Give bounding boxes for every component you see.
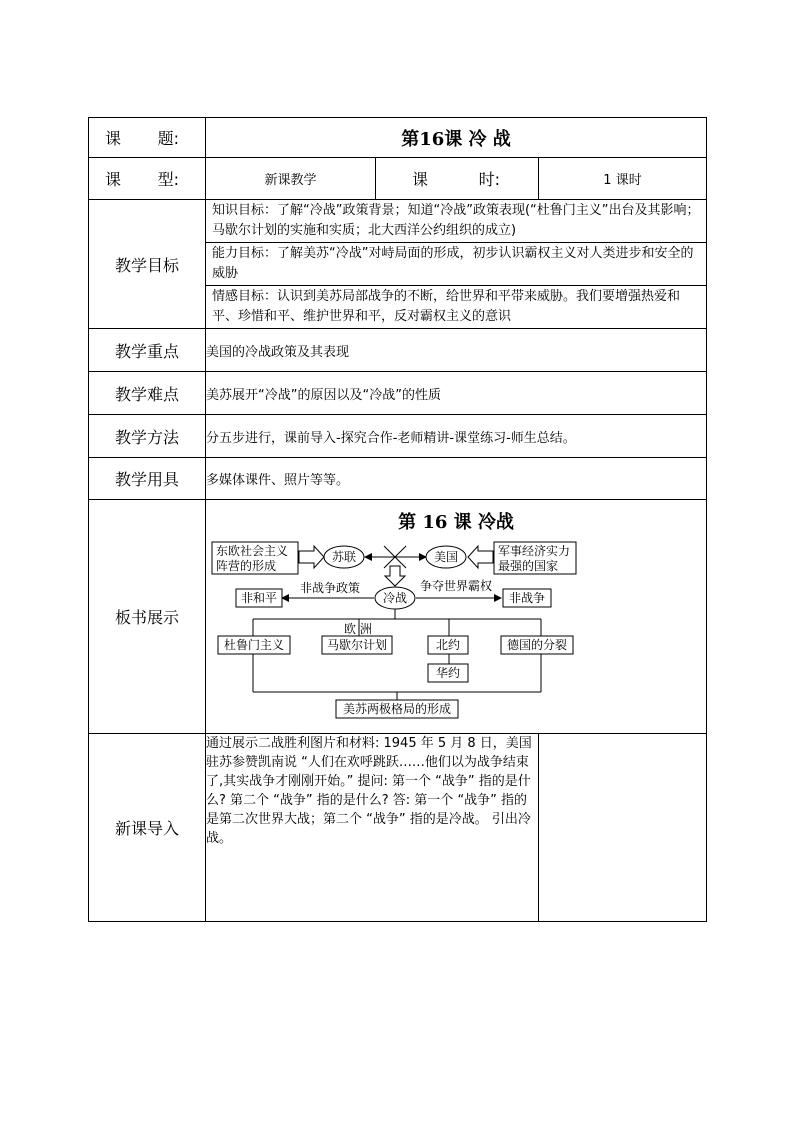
truman-label: 杜鲁门主义 xyxy=(223,638,285,652)
warsaw-label: 华约 xyxy=(435,666,461,680)
non-peace-label: 非和平 xyxy=(240,591,278,605)
tools-value: 多媒体课件、照片等等。 xyxy=(206,458,707,500)
east-to-ussr-arrow xyxy=(299,546,324,568)
hegemony-label: 争夺世界霸权 xyxy=(419,579,493,593)
hours-value: 1 课时 xyxy=(539,158,707,200)
tools-row xyxy=(89,458,707,500)
difficulties-row xyxy=(89,372,707,415)
europe-label: 欧 洲 xyxy=(344,622,372,636)
intro-label: 新课导入 xyxy=(89,734,206,922)
power-to-usa-arrow xyxy=(468,546,493,568)
topic-label-b: 题: xyxy=(157,129,179,148)
type-row xyxy=(89,158,707,200)
germany-label: 德国的分裂 xyxy=(506,638,568,652)
hours-label-a: 课 xyxy=(412,170,429,189)
board-diagram xyxy=(206,500,706,729)
method-label: 教学方法 xyxy=(89,415,206,458)
key-points-value: 美国的冷战政策及其表现 xyxy=(206,329,707,372)
topic-label-cell xyxy=(89,118,206,158)
non-war-policy-label: 非战争政策 xyxy=(299,581,361,595)
objectives-label: 教学目标 xyxy=(89,200,206,329)
objectives-cell xyxy=(206,200,707,329)
topic-row xyxy=(89,118,707,158)
topic-label-a: 课 xyxy=(105,129,122,148)
board-label: 板书展示 xyxy=(89,500,206,734)
key-points-label: 教学重点 xyxy=(89,329,206,372)
method-row xyxy=(89,415,707,458)
type-label-cell xyxy=(89,158,206,200)
difficulties-label: 教学难点 xyxy=(89,372,206,415)
board-row xyxy=(89,500,707,734)
marshall-label: 马歇尔计划 xyxy=(326,638,388,652)
us-power-line1: 军事经济实力 xyxy=(498,544,571,558)
hours-label-b: 时: xyxy=(478,170,500,189)
knowledge-objective: 知识目标：了解“冷战”政策背景；知道“冷战”政策表现(“杜鲁门主义”出台及其影响；马歇尔计划的实施和实质；北大西洋公约组织的成立) xyxy=(206,200,706,243)
emotion-objective: 情感目标：认识到美苏局部战争的不断，给世界和平带来威胁。我们要增强热爱和平、珍惜和平、维护世界和平，反对霸权主义的意识 xyxy=(212,289,681,324)
method-value: 分五步进行，课前导入-探究合作-老师精讲-课堂练习-师生总结。 xyxy=(206,415,707,458)
type-label-b: 型: xyxy=(157,170,179,189)
tools-label: 教学用具 xyxy=(89,458,206,500)
key-points-row xyxy=(89,329,707,372)
lesson-title: 第16课 冷 战 xyxy=(206,118,707,158)
east-bloc-line2: 阵营的形成 xyxy=(216,559,277,573)
difficulties-value: 美苏展开“冷战”的原因以及“冷战”的性质 xyxy=(206,372,707,415)
type-label-a: 课 xyxy=(105,170,122,189)
non-war-label: 非战争 xyxy=(508,591,546,605)
ability-objective: 能力目标：了解美苏“冷战”对峙局面的形成，初步认识霸权主义对人类进步和安全的威胁 xyxy=(206,243,706,286)
board-title: 第 16 课 冷战 xyxy=(398,512,514,533)
lesson-plan-table xyxy=(88,117,707,922)
bipolar-label: 美苏两极格局的形成 xyxy=(342,702,452,716)
intro-text: 通过展示二战胜利图片和材料: 1945 年 5 月 8 日，美国驻苏参赞凯南说 “人们在欢呼跳跃……他们以为战争结束了,其实战争才刚刚开始。” 提问: 第一个 “战争” 指的是什么? 第二个 “战争” 指的是什么? 答: 第一个 “战争” 指的是第二次世界大战；第二个 “战争” 指的是冷战。 引出冷战。 xyxy=(206,734,539,922)
board-diagram-cell xyxy=(206,500,707,734)
type-value: 新课教学 xyxy=(206,158,376,200)
usa-label: 美国 xyxy=(433,550,459,564)
hours-label-cell xyxy=(376,158,539,200)
intro-empty-cell xyxy=(539,734,707,922)
objectives-row xyxy=(89,200,707,329)
us-power-line2: 最强的国家 xyxy=(498,559,559,573)
ussr-label: 苏联 xyxy=(331,550,357,564)
cold-war-label: 冷战 xyxy=(382,591,408,605)
nato-label: 北约 xyxy=(435,638,461,652)
east-bloc-line1: 东欧社会主义 xyxy=(216,544,289,558)
intro-row xyxy=(89,734,707,922)
down-arrow xyxy=(385,566,405,586)
